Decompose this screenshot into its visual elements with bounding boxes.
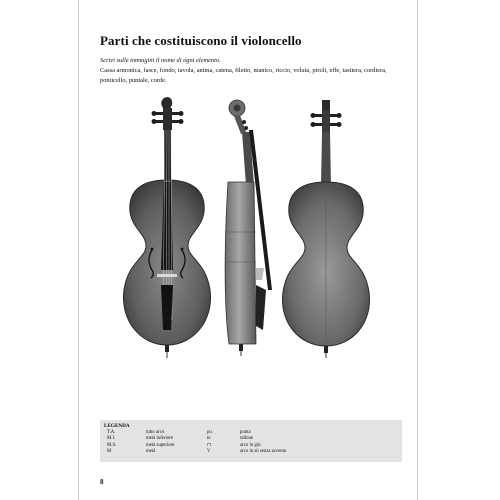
legend-abbrev: M.I. — [107, 436, 116, 442]
legend-symbol: V — [207, 448, 211, 454]
legend-abbrev: M.S. — [107, 442, 117, 448]
legend-meaning: metà — [146, 448, 156, 454]
parts-list: Cassa armonica, fasce, fondo, tavola, anima, catena, filetto, manico, riccio, voluta, piroli, effe, tastiera, cordiera, ponticello, puntale, corde. — [100, 67, 387, 84]
legend-abbrev: te — [207, 436, 211, 442]
legend-abbrev: T.A. — [107, 430, 116, 436]
legend-meaning: metà inferiore — [146, 436, 174, 442]
legend-abbrev: pu — [207, 430, 212, 436]
legend-title: LEGENDA — [104, 423, 130, 429]
legend-box — [100, 420, 402, 462]
legend-meaning: metà superiore — [146, 442, 175, 448]
legend-meaning: tutto arco — [146, 430, 165, 436]
legend-meaning: tallone — [240, 436, 254, 442]
page-title: Parti che costituiscono il violoncello — [100, 33, 302, 48]
legend-abbrev: M — [107, 448, 112, 454]
legend-row — [104, 449, 398, 455]
cello-front-view — [123, 97, 210, 358]
cello-side-view — [225, 100, 272, 356]
page-number: 8 — [100, 478, 104, 486]
legend-symbol: ⊓ — [207, 442, 212, 448]
legend-meaning: arco in sù senza accento — [240, 448, 287, 454]
instruction-text: Scrivi sulle immagini il nome di ogni elemento. — [100, 57, 221, 64]
legend-meaning: arco in giù — [240, 442, 261, 448]
legend-meaning: punta — [240, 430, 251, 436]
cello-back-view — [282, 100, 369, 358]
